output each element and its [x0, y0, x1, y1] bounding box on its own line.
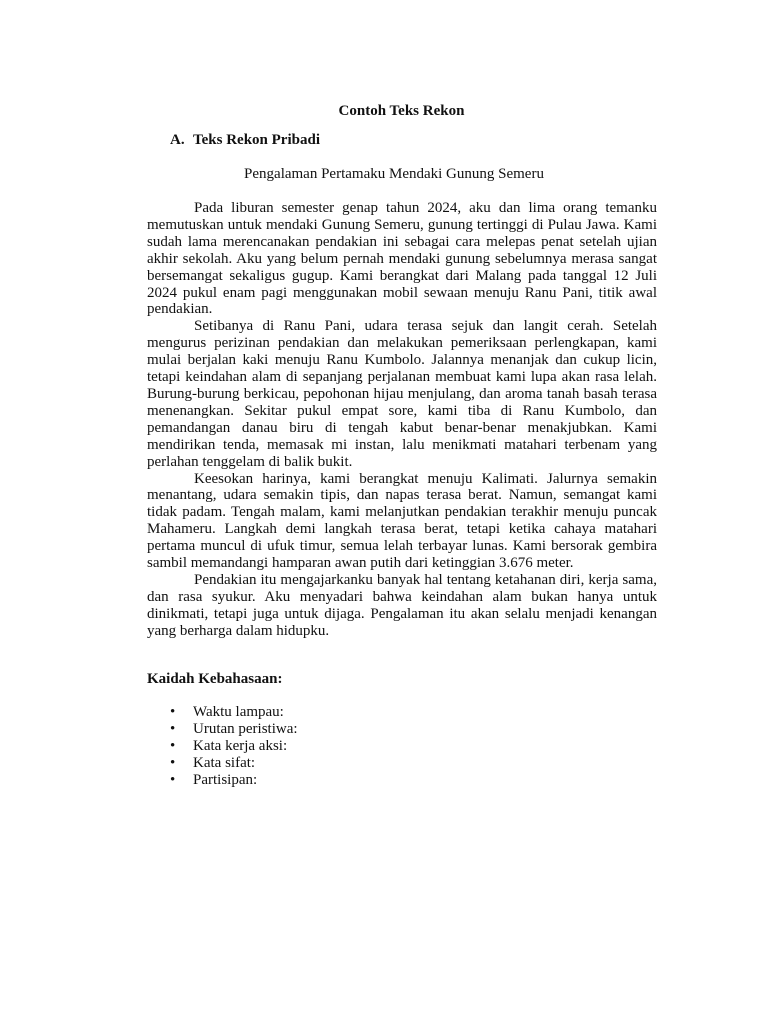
- kaidah-item-label: Partisipan:: [193, 771, 258, 788]
- kaidah-item-label: Urutan peristiwa:: [193, 720, 298, 737]
- section-heading: [170, 131, 320, 149]
- kaidah-list-item: [147, 772, 298, 789]
- document-title: Contoh Teks Rekon: [338, 103, 465, 119]
- kaidah-list-item: [147, 704, 298, 721]
- kaidah-item-label: Kata sifat:: [193, 754, 256, 771]
- kaidah-list-item: [147, 755, 298, 772]
- story-paragraph: Setibanya di Ranu Pani, udara terasa sejuk dan langit cerah. Setelah mengurus perizinan pendakian dan melakukan pemeriksaan perlengkapan, kami mulai berjalan kaki menuju Ranu Kumbolo. Jalannya menanjak dan cukup licin, tetapi keindahan alam di sepanjang perjalanan membuat kami lupa akan rasa lelah. Burung-burung berkicau, pepohonan hijau menjulang, dan aroma tanah basah terasa menenangkan. Sekitar pukul empat sore, kami tiba di Ranu Kumbolo, dan pemandangan danau biru di tengah kabut benar-benar menakjubkan. Kami mendirikan tenda, memasak mi instan, lalu menikmati matahari terbenam yang perlahan tenggelam di balik bukit.: [147, 318, 657, 470]
- kaidah-heading: Kaidah Kebahasaan:: [147, 671, 283, 687]
- story-title: Pengalaman Pertamaku Mendaki Gunung Semeru: [244, 166, 544, 182]
- kaidah-list: [147, 704, 298, 789]
- kaidah-list-item: [147, 738, 298, 755]
- section-marker: A.: [170, 132, 185, 148]
- bullet-icon: •: [170, 720, 176, 737]
- kaidah-list-item: [147, 721, 298, 738]
- story-paragraph: Keesokan harinya, kami berangkat menuju Kalimati. Jalurnya semakin menantang, udara semakin tipis, dan napas terasa berat. Namun, semangat kami tidak padam. Tengah malam, kami melanjutkan pendakian terakhir menuju puncak Mahameru. Langkah demi langkah terasa berat, tetapi ketika cahaya matahari pertama muncul di ufuk timur, semua lelah terbayar lunas. Kami bersorak gembira sambil memandangi hamparan awan putih dari ketinggian 3.676 meter.: [147, 470, 657, 572]
- section-heading-text: Teks Rekon Pribadi: [193, 132, 320, 148]
- story-body: [147, 200, 657, 640]
- kaidah-item-label: Kata kerja aksi:: [193, 737, 288, 754]
- bullet-icon: •: [170, 771, 176, 788]
- story-paragraph: Pendakian itu mengajarkanku banyak hal tentang ketahanan diri, kerja sama, dan rasa syukur. Aku menyadari bahwa keindahan alam bukan hanya untuk dinikmati, tetapi juga untuk dijaga. Pengalaman itu akan selalu menjadi kenangan yang berharga dalam hidupku.: [147, 571, 657, 639]
- kaidah-item-label: Waktu lampau:: [193, 704, 284, 720]
- bullet-icon: •: [170, 754, 176, 771]
- bullet-icon: •: [170, 737, 176, 754]
- bullet-icon: •: [170, 704, 176, 720]
- story-paragraph: Pada liburan semester genap tahun 2024, aku dan lima orang temanku memutuskan untuk mendaki Gunung Semeru, gunung tertinggi di Pulau Jawa. Kami sudah lama merencanakan pendakian ini sebagai cara melepas penat setelah ujian akhir sekolah. Aku yang belum pernah mendaki gunung sebelumnya merasa sangat bersemangat sekaligus gugup. Kami berangkat dari Malang pada tanggal 12 Juli 2024 pukul enam pagi menggunakan mobil sewaan menuju Ranu Pani, titik awal pendakian.: [147, 200, 657, 318]
